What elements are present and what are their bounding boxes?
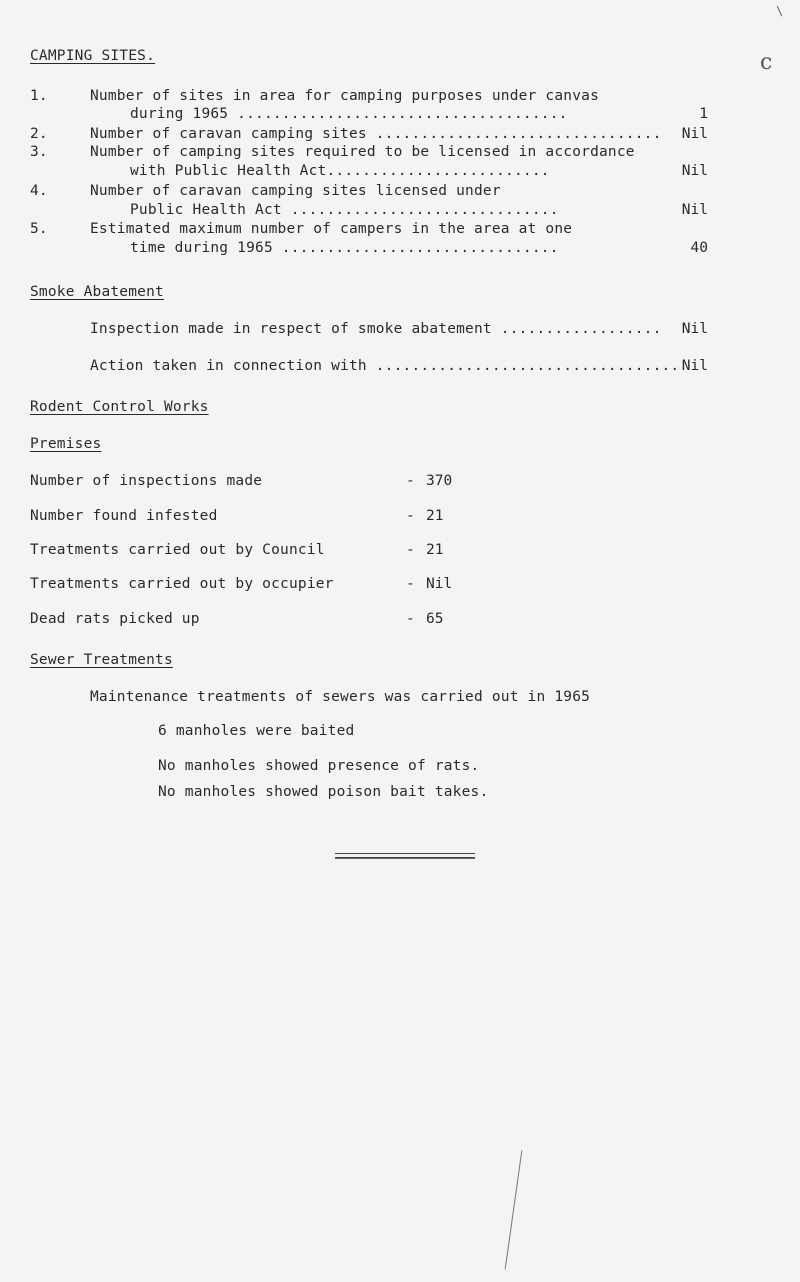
rodent-row-2-label: Number found infested [30, 508, 218, 524]
stray-pen-mark [505, 1151, 523, 1270]
smoke-row-1-value: Nil [681, 321, 708, 337]
rodent-row-5-value: 65 [426, 611, 444, 627]
item-5-value: 40 [690, 240, 708, 256]
item-1-line2: during 1965 ..................................... [130, 106, 568, 122]
smoke-row-2-label: Action taken in connection with .................................. [90, 358, 680, 374]
item-4-line1: Number of caravan camping sites licensed under [90, 183, 501, 199]
end-rule-secondary [335, 858, 475, 859]
smoke-row-1-label: Inspection made in respect of smoke abatement .................. [90, 321, 662, 337]
section-title-camping: CAMPING SITES. [30, 48, 156, 64]
section-title-smoke: Smoke Abatement [30, 284, 164, 300]
rodent-row-5-label: Dead rats picked up [30, 611, 200, 627]
item-3-line2: with Public Health Act......................... [130, 163, 550, 179]
item-5-line1: Estimated maximum number of campers in the area at one [90, 221, 573, 237]
sewer-line-2: 6 manholes were baited [158, 723, 355, 739]
rodent-row-2-dash: - [406, 508, 415, 524]
item-3-number: 3. [30, 144, 48, 160]
item-2-number: 2. [30, 126, 48, 142]
rodent-row-4-label: Treatments carried out by occupier [30, 576, 334, 592]
rodent-row-3-value: 21 [426, 542, 444, 558]
rodent-row-3-dash: - [406, 542, 415, 558]
rodent-row-4-dash: - [406, 576, 415, 592]
item-5-number: 5. [30, 221, 48, 237]
item-1-number: 1. [30, 88, 48, 104]
rodent-row-4-value: Nil [426, 576, 453, 592]
rodent-row-2-value: 21 [426, 508, 444, 524]
section-title-rodent: Rodent Control Works [30, 399, 209, 415]
margin-tick: \ [776, 4, 784, 18]
rodent-row-1-label: Number of inspections made [30, 473, 263, 489]
subsection-title-premises: Premises [30, 436, 102, 452]
smoke-row-2-value: Nil [681, 358, 708, 374]
rodent-row-5-dash: - [406, 611, 415, 627]
item-4-value: Nil [681, 202, 708, 218]
item-5-line2: time during 1965 ............................... [130, 240, 559, 256]
section-title-sewer: Sewer Treatments [30, 652, 173, 668]
item-3-line1: Number of camping sites required to be licensed in accordance [90, 144, 635, 160]
item-2-line1: Number of caravan camping sites ................................ [90, 126, 662, 142]
item-4-number: 4. [30, 183, 48, 199]
item-1-line1: Number of sites in area for camping purposes under canvas [90, 88, 599, 104]
sewer-line-4: No manholes showed poison bait takes. [158, 784, 489, 800]
item-3-value: Nil [681, 163, 708, 179]
item-4-line2: Public Health Act .............................. [130, 202, 559, 218]
rodent-row-3-label: Treatments carried out by Council [30, 542, 325, 558]
rodent-row-1-dash: - [406, 473, 415, 489]
sewer-line-3: No manholes showed presence of rats. [158, 758, 480, 774]
item-1-value: 1 [699, 106, 708, 122]
rodent-row-1-value: 370 [426, 473, 453, 489]
margin-letter: c [760, 50, 773, 75]
item-2-value: Nil [681, 126, 708, 142]
sewer-line-1: Maintenance treatments of sewers was carried out in 1965 [90, 689, 591, 705]
